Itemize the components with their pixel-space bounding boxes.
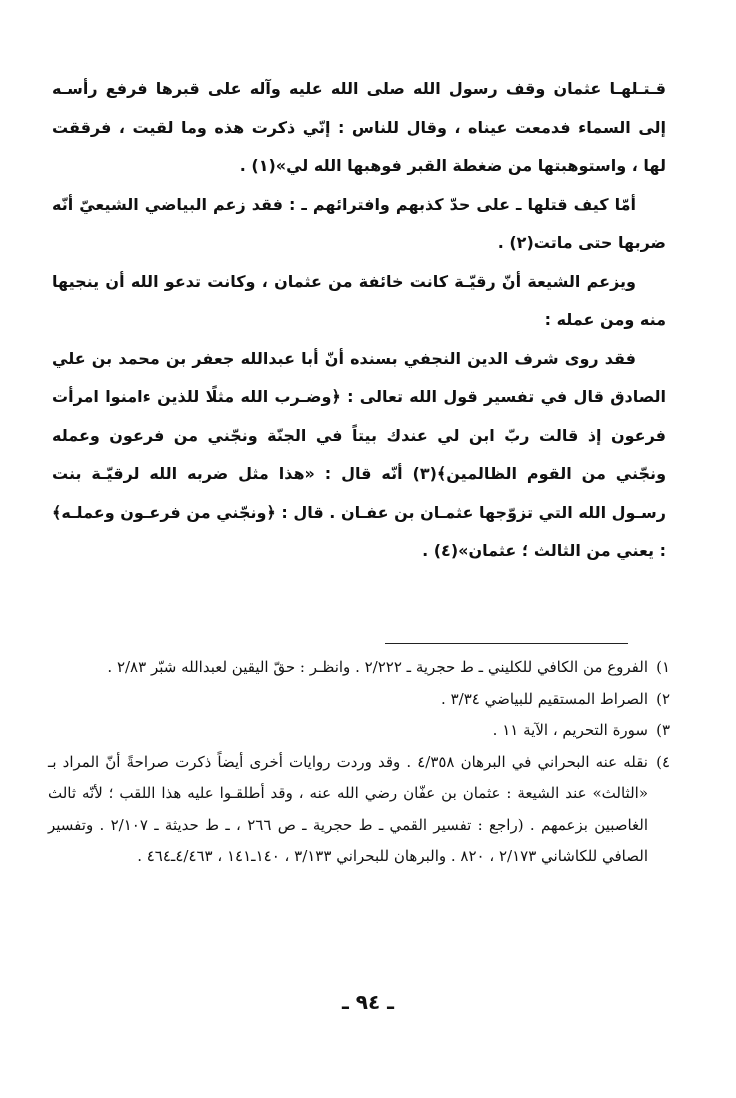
footnote-number: ٤) [656, 752, 670, 771]
footnote-separator [385, 643, 628, 644]
paragraph: قـتـلهـا عثمان وقف رسول الله صلى الله عليه وآله على قبرها فرفع رأسـه إلى السماء فدمعت عيناه ، وقال للناس : إنّي ذكرت هذه وما لقيت ، فرققت لها ، واستوهبتها من ضغطة القبر فوهبها الله لي»(١) . [52, 79, 666, 175]
footnote [48, 747, 670, 873]
footnote-number: ٢) [656, 689, 670, 708]
footnote-number: ١) [656, 658, 670, 676]
footnote-text: سورة التحريم ، الآية ١١ . [492, 721, 648, 739]
main-text-body [52, 70, 666, 571]
footnote-text: الفروع من الكافي للكليني ـ ط حجرية ـ ٢/٢٢٢ . وانظـر : حقّ اليقين لعبدالله شبّر ٢/٨٣ . [107, 658, 648, 676]
paragraph: ويزعم الشيعة أنّ رقيّـة كانت خائفة من عثمان ، وكانت تدعو الله أن ينجيها منه ومن عمله : [52, 271, 666, 329]
footnote [48, 684, 670, 716]
footnote-text: الصراط المستقيم للبياضي ٣/٣٤ . [441, 689, 648, 708]
paragraph: أمّا كيف قتلها ـ على حدّ كذبهم وافترائهم ـ : فقد زعم البياضي الشيعيّ أنّه ضربها حتى ماتت(٢) . [52, 194, 666, 252]
footnote-text: نقله عنه البحراني في البرهان ٤/٣٥٨ . وقد وردت روايات أخرى أيضاً ذكرت صراحةً أنّ المراد بـ «الثالث» عند الشيعة : عثمان بن عفّان رضي الله عنه ، وقد أطلقـوا عليه هذا اللقب ؛ لأنّه ثالث الغاصبين بزعمهم . (راجع : تفسير القمي ـ ط حجرية ـ ص ٢٦٦ ، ـ ط حديثة ـ ٢/١٠٧ . وتفسير الصافي للكاشاني ٢/١٧٣ ، ٨٢٠ . والبرهان للبحراني ٣/١٣٣ ، ١٤٠ـ١٤١ ، ٤/٤٦٣ـ٤٦٤ . [48, 752, 648, 865]
page-number: ـ ٩٤ ـ [341, 990, 395, 1014]
footnote [48, 715, 670, 747]
footnote-number: ٣) [656, 721, 670, 739]
footnotes [48, 652, 670, 873]
footnote [48, 652, 670, 684]
paragraph: فقد روى شرف الدين النجفي بسنده أنّ أبا عبدالله جعفر بن محمد بن علي الصادق قال في تفسير قول الله تعالى : ﴿وضـرب الله مثلًا للذين ءامنوا امرأت فرعون إذ قالت ربّ ابن لي عندك بيتاً في الجنّة ونجّني من فرعون وعمله ونجّني من القوم الظالمين﴾(٣) أنّه قال : «هذا مثل ضربه الله لرقيّـة بنت رسـول الله التي تزوّجها عثمـان بن عفـان . قال : ﴿ونجّني من فرعـون وعملـه﴾ : يعني من الثالث ؛ عثمان»(٤) . [52, 348, 667, 560]
